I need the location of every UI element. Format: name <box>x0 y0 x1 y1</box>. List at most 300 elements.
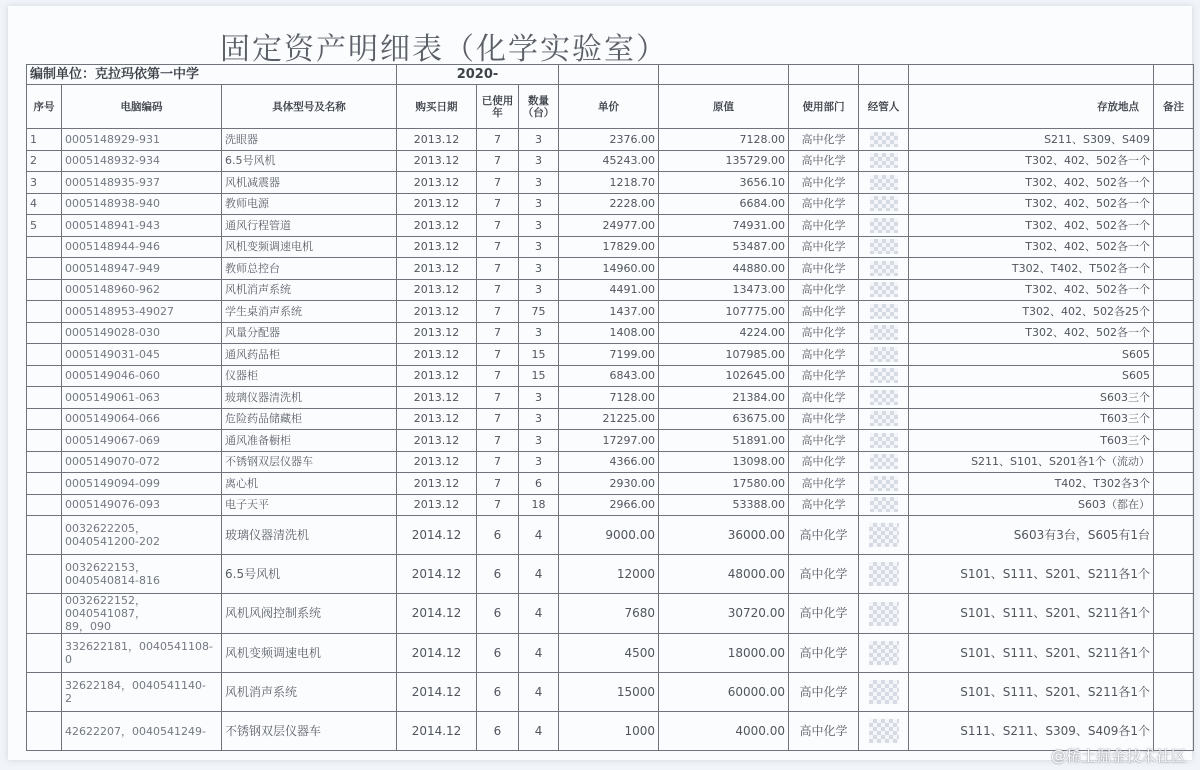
asset-ledger-table <box>26 64 1194 751</box>
cell-unit-price: 2966.00 <box>559 494 659 516</box>
cell-unit-price: 7128.00 <box>559 387 659 409</box>
table-row <box>27 387 1194 409</box>
cell-serial <box>27 258 62 280</box>
cell-custodian <box>859 279 909 301</box>
table-row <box>27 494 1194 516</box>
cell-item-name: 教师电源 <box>222 193 397 215</box>
cell-quantity: 3 <box>519 236 559 258</box>
cell-custodian <box>859 301 909 323</box>
cell-years-used: 7 <box>477 473 519 495</box>
cell-original-value: 107775.00 <box>659 301 789 323</box>
cell-years-used: 7 <box>477 215 519 237</box>
cell-custodian <box>859 322 909 344</box>
header-years-used: 已使用年 <box>477 85 519 129</box>
cell-department: 高中化学 <box>789 634 859 673</box>
cell-years-used: 7 <box>477 129 519 151</box>
cell-unit-price: 2228.00 <box>559 193 659 215</box>
cell-location: S101、S111、S201、S211各1个 <box>909 594 1154 634</box>
cell-serial <box>27 408 62 430</box>
cell-quantity: 3 <box>519 258 559 280</box>
header-location: 存放地点 <box>909 85 1154 129</box>
cell-quantity: 3 <box>519 193 559 215</box>
cell-item-name: 教师总控台 <box>222 258 397 280</box>
cell-department: 高中化学 <box>789 193 859 215</box>
cell-location: S101、S111、S201、S211各1个 <box>909 673 1154 712</box>
cell-serial: 1 <box>27 129 62 151</box>
cell-location: S101、S111、S201、S211各1个 <box>909 634 1154 673</box>
cell-department: 高中化学 <box>789 236 859 258</box>
cell-original-value: 60000.00 <box>659 673 789 712</box>
header-unit-price: 单价 <box>559 85 659 129</box>
cell-original-value: 17580.00 <box>659 473 789 495</box>
cell-years-used: 6 <box>477 712 519 751</box>
empty-cell <box>1154 65 1194 85</box>
cell-years-used: 6 <box>477 516 519 555</box>
empty-cell <box>659 65 789 85</box>
cell-purchase-date: 2013.12 <box>397 193 477 215</box>
empty-cell <box>559 65 659 85</box>
unit-row <box>27 65 1194 85</box>
cell-years-used: 7 <box>477 344 519 366</box>
cell-remark <box>1154 215 1194 237</box>
cell-department: 高中化学 <box>789 258 859 280</box>
cell-unit-price: 7199.00 <box>559 344 659 366</box>
cell-original-value: 36000.00 <box>659 516 789 555</box>
cell-department: 高中化学 <box>789 279 859 301</box>
table-row <box>27 555 1194 594</box>
cell-custodian <box>859 430 909 452</box>
cell-remark <box>1154 473 1194 495</box>
cell-purchase-date: 2014.12 <box>397 555 477 594</box>
cell-serial: 4 <box>27 193 62 215</box>
cell-department: 高中化学 <box>789 494 859 516</box>
document-sheet <box>8 6 1192 760</box>
cell-item-name: 离心机 <box>222 473 397 495</box>
cell-original-value: 44880.00 <box>659 258 789 280</box>
table-row <box>27 365 1194 387</box>
cell-purchase-date: 2014.12 <box>397 712 477 751</box>
cell-serial <box>27 516 62 555</box>
cell-asset-code: 332622181，0040541108- 0 <box>62 634 222 673</box>
cell-custodian <box>859 451 909 473</box>
cell-department: 高中化学 <box>789 301 859 323</box>
table-row <box>27 172 1194 194</box>
cell-asset-code: 0005149067-069 <box>62 430 222 452</box>
cell-years-used: 6 <box>477 634 519 673</box>
cell-original-value: 4000.00 <box>659 712 789 751</box>
empty-cell <box>859 65 909 85</box>
header-original-value: 原值 <box>659 85 789 129</box>
cell-unit-price: 4366.00 <box>559 451 659 473</box>
cell-original-value: 3656.10 <box>659 172 789 194</box>
table-row <box>27 236 1194 258</box>
cell-remark <box>1154 634 1194 673</box>
cell-remark <box>1154 279 1194 301</box>
header-remark: 备注 <box>1154 85 1194 129</box>
cell-department: 高中化学 <box>789 215 859 237</box>
cell-years-used: 7 <box>477 408 519 430</box>
cell-serial <box>27 594 62 634</box>
cell-asset-code: 0005149064-066 <box>62 408 222 430</box>
cell-asset-code: 0005148941-943 <box>62 215 222 237</box>
cell-purchase-date: 2013.12 <box>397 387 477 409</box>
cell-unit-price: 2376.00 <box>559 129 659 151</box>
cell-quantity: 6 <box>519 473 559 495</box>
cell-years-used: 7 <box>477 365 519 387</box>
cell-location: S211、S101、S201各1个（流动） <box>909 451 1154 473</box>
cell-purchase-date: 2013.12 <box>397 172 477 194</box>
cell-asset-code: 0005148944-946 <box>62 236 222 258</box>
table-row <box>27 279 1194 301</box>
cell-department: 高中化学 <box>789 430 859 452</box>
table-row <box>27 322 1194 344</box>
header-item-name: 具体型号及名称 <box>222 85 397 129</box>
cell-location: S211、S309、S409 <box>909 129 1154 151</box>
table-row <box>27 451 1194 473</box>
redacted-name-block <box>870 282 898 297</box>
cell-custodian <box>859 236 909 258</box>
cell-original-value: 102645.00 <box>659 365 789 387</box>
cell-location: T302、402、502各一个 <box>909 279 1154 301</box>
cell-department: 高中化学 <box>789 408 859 430</box>
cell-location: T302、T402、T502各一个 <box>909 258 1154 280</box>
cell-department: 高中化学 <box>789 365 859 387</box>
redacted-name-block <box>869 602 899 626</box>
cell-serial: 3 <box>27 172 62 194</box>
cell-quantity: 3 <box>519 408 559 430</box>
cell-purchase-date: 2013.12 <box>397 258 477 280</box>
redacted-name-block <box>870 261 898 276</box>
cell-quantity: 3 <box>519 172 559 194</box>
header-purchase-date: 购买日期 <box>397 85 477 129</box>
cell-unit-price: 12000 <box>559 555 659 594</box>
cell-asset-code: 0005149028-030 <box>62 322 222 344</box>
cell-remark <box>1154 172 1194 194</box>
table-row <box>27 516 1194 555</box>
cell-asset-code: 0005149046-060 <box>62 365 222 387</box>
table-row <box>27 344 1194 366</box>
cell-purchase-date: 2013.12 <box>397 322 477 344</box>
table-row <box>27 634 1194 673</box>
cell-serial <box>27 387 62 409</box>
cell-purchase-date: 2013.12 <box>397 365 477 387</box>
cell-department: 高中化学 <box>789 555 859 594</box>
cell-serial <box>27 236 62 258</box>
cell-asset-code: 0032622152，0040541087， 89，090 <box>62 594 222 634</box>
cell-unit-price: 4500 <box>559 634 659 673</box>
redacted-name-block <box>870 390 898 405</box>
cell-serial <box>27 301 62 323</box>
cell-custodian <box>859 712 909 751</box>
cell-unit-price: 9000.00 <box>559 516 659 555</box>
compiling-unit-label: 编制单位：克拉玛依第一中学 <box>27 65 397 85</box>
cell-remark <box>1154 408 1194 430</box>
redacted-name-block <box>870 175 898 190</box>
cell-location: S603（都在） <box>909 494 1154 516</box>
redacted-name-block <box>870 433 898 448</box>
cell-years-used: 7 <box>477 322 519 344</box>
cell-purchase-date: 2013.12 <box>397 215 477 237</box>
cell-remark <box>1154 150 1194 172</box>
cell-original-value: 7128.00 <box>659 129 789 151</box>
cell-unit-price: 1218.70 <box>559 172 659 194</box>
empty-cell <box>909 65 1154 85</box>
cell-custodian <box>859 150 909 172</box>
page-title: 固定资产明细表（化学实验室） <box>220 32 668 67</box>
cell-asset-code: 0005149094-099 <box>62 473 222 495</box>
cell-item-name: 风机消声系统 <box>222 673 397 712</box>
cell-years-used: 7 <box>477 279 519 301</box>
cell-original-value: 53388.00 <box>659 494 789 516</box>
cell-purchase-date: 2013.12 <box>397 279 477 301</box>
cell-department: 高中化学 <box>789 473 859 495</box>
cell-serial <box>27 279 62 301</box>
cell-item-name: 通风行程管道 <box>222 215 397 237</box>
cell-item-name: 风机减震器 <box>222 172 397 194</box>
cell-location: S603有3台，S605有1台 <box>909 516 1154 555</box>
cell-quantity: 18 <box>519 494 559 516</box>
redacted-name-block <box>870 476 898 491</box>
cell-serial <box>27 451 62 473</box>
cell-location: S605 <box>909 344 1154 366</box>
cell-location: S605 <box>909 365 1154 387</box>
cell-asset-code: 0032622153， 0040540814-816 <box>62 555 222 594</box>
cell-original-value: 51891.00 <box>659 430 789 452</box>
cell-asset-code: 0005148947-949 <box>62 258 222 280</box>
cell-item-name: 危险药品储藏柜 <box>222 408 397 430</box>
cell-item-name: 通风药品柜 <box>222 344 397 366</box>
cell-original-value: 135729.00 <box>659 150 789 172</box>
cell-original-value: 4224.00 <box>659 322 789 344</box>
cell-unit-price: 4491.00 <box>559 279 659 301</box>
table-row <box>27 408 1194 430</box>
cell-remark <box>1154 451 1194 473</box>
cell-unit-price: 6843.00 <box>559 365 659 387</box>
cell-years-used: 7 <box>477 172 519 194</box>
table-row <box>27 150 1194 172</box>
cell-asset-code: 0005148929-931 <box>62 129 222 151</box>
redacted-name-block <box>870 218 898 233</box>
table-row <box>27 193 1194 215</box>
cell-serial <box>27 673 62 712</box>
cell-remark <box>1154 555 1194 594</box>
cell-quantity: 15 <box>519 365 559 387</box>
cell-purchase-date: 2013.12 <box>397 344 477 366</box>
cell-asset-code: 0005148938-940 <box>62 193 222 215</box>
table-row <box>27 301 1194 323</box>
cell-item-name: 学生桌消声系统 <box>222 301 397 323</box>
redacted-name-block <box>870 347 898 362</box>
cell-department: 高中化学 <box>789 322 859 344</box>
cell-serial <box>27 344 62 366</box>
cell-item-name: 洗眼器 <box>222 129 397 151</box>
cell-original-value: 13098.00 <box>659 451 789 473</box>
cell-original-value: 48000.00 <box>659 555 789 594</box>
cell-department: 高中化学 <box>789 516 859 555</box>
redacted-name-block <box>870 196 898 211</box>
cell-remark <box>1154 494 1194 516</box>
empty-cell <box>789 65 859 85</box>
cell-department: 高中化学 <box>789 172 859 194</box>
cell-original-value: 6684.00 <box>659 193 789 215</box>
cell-purchase-date: 2013.12 <box>397 451 477 473</box>
cell-location: T302、402、502各一个 <box>909 322 1154 344</box>
header-asset-code: 电脑编码 <box>62 85 222 129</box>
cell-item-name: 玻璃仪器清洗机 <box>222 387 397 409</box>
cell-department: 高中化学 <box>789 129 859 151</box>
cell-item-name: 风机消声系统 <box>222 279 397 301</box>
cell-original-value: 74931.00 <box>659 215 789 237</box>
cell-serial <box>27 634 62 673</box>
redacted-name-block <box>869 719 899 743</box>
cell-custodian <box>859 634 909 673</box>
cell-remark <box>1154 258 1194 280</box>
cell-remark <box>1154 430 1194 452</box>
cell-quantity: 3 <box>519 430 559 452</box>
cell-item-name: 电子天平 <box>222 494 397 516</box>
redacted-name-block <box>870 497 898 512</box>
cell-serial <box>27 494 62 516</box>
cell-original-value: 21384.00 <box>659 387 789 409</box>
cell-years-used: 7 <box>477 236 519 258</box>
cell-custodian <box>859 215 909 237</box>
cell-location: S101、S111、S201、S211各1个 <box>909 555 1154 594</box>
cell-item-name: 风量分配器 <box>222 322 397 344</box>
cell-location: T402、T302各3个 <box>909 473 1154 495</box>
cell-unit-price: 7680 <box>559 594 659 634</box>
cell-location: T302、402、502各一个 <box>909 236 1154 258</box>
cell-serial <box>27 322 62 344</box>
redacted-name-block <box>869 523 899 547</box>
redacted-name-block <box>869 641 899 665</box>
cell-unit-price: 1000 <box>559 712 659 751</box>
table-row <box>27 673 1194 712</box>
cell-purchase-date: 2013.12 <box>397 301 477 323</box>
cell-custodian <box>859 344 909 366</box>
cell-unit-price: 17297.00 <box>559 430 659 452</box>
cell-years-used: 6 <box>477 555 519 594</box>
cell-quantity: 75 <box>519 301 559 323</box>
cell-original-value: 13473.00 <box>659 279 789 301</box>
cell-remark <box>1154 516 1194 555</box>
cell-quantity: 3 <box>519 322 559 344</box>
redacted-name-block <box>870 132 898 147</box>
cell-purchase-date: 2013.12 <box>397 129 477 151</box>
cell-asset-code: 0005148935-937 <box>62 172 222 194</box>
cell-purchase-date: 2013.12 <box>397 408 477 430</box>
cell-quantity: 3 <box>519 451 559 473</box>
cell-purchase-date: 2014.12 <box>397 594 477 634</box>
cell-quantity: 4 <box>519 516 559 555</box>
redacted-name-block <box>869 562 899 586</box>
table-row <box>27 215 1194 237</box>
cell-item-name: 玻璃仪器清洗机 <box>222 516 397 555</box>
cell-unit-price: 21225.00 <box>559 408 659 430</box>
cell-department: 高中化学 <box>789 451 859 473</box>
redacted-name-block <box>870 304 898 319</box>
cell-location: T603三个 <box>909 408 1154 430</box>
cell-remark <box>1154 322 1194 344</box>
cell-item-name: 风机变频调速电机 <box>222 634 397 673</box>
cell-asset-code: 42622207，0040541249- <box>62 712 222 751</box>
cell-location: T603三个 <box>909 430 1154 452</box>
cell-item-name: 不锈钢双层仪器车 <box>222 712 397 751</box>
redacted-name-block <box>870 368 898 383</box>
cell-remark <box>1154 193 1194 215</box>
cell-unit-price: 1408.00 <box>559 322 659 344</box>
cell-years-used: 7 <box>477 494 519 516</box>
cell-department: 高中化学 <box>789 712 859 751</box>
cell-quantity: 4 <box>519 594 559 634</box>
cell-location: T302、402、502各一个 <box>909 172 1154 194</box>
cell-department: 高中化学 <box>789 594 859 634</box>
cell-unit-price: 2930.00 <box>559 473 659 495</box>
cell-asset-code: 0005148932-934 <box>62 150 222 172</box>
cell-quantity: 4 <box>519 673 559 712</box>
cell-custodian <box>859 365 909 387</box>
cell-unit-price: 17829.00 <box>559 236 659 258</box>
cell-purchase-date: 2013.12 <box>397 430 477 452</box>
cell-asset-code: 0005149070-072 <box>62 451 222 473</box>
cell-purchase-date: 2013.12 <box>397 494 477 516</box>
cell-original-value: 30720.00 <box>659 594 789 634</box>
table-row <box>27 473 1194 495</box>
table-row <box>27 430 1194 452</box>
header-serial: 序号 <box>27 85 62 129</box>
header-quantity: 数量（台） <box>519 85 559 129</box>
cell-serial <box>27 712 62 751</box>
cell-purchase-date: 2014.12 <box>397 673 477 712</box>
table-row <box>27 258 1194 280</box>
cell-serial <box>27 473 62 495</box>
cell-remark <box>1154 344 1194 366</box>
redacted-name-block <box>870 325 898 340</box>
cell-department: 高中化学 <box>789 673 859 712</box>
cell-remark <box>1154 365 1194 387</box>
cell-serial <box>27 430 62 452</box>
column-header-row <box>27 85 1194 129</box>
cell-quantity: 3 <box>519 387 559 409</box>
cell-unit-price: 14960.00 <box>559 258 659 280</box>
watermark: @稀土掘金技术社区 <box>1050 747 1186 765</box>
cell-quantity: 4 <box>519 712 559 751</box>
cell-quantity: 3 <box>519 150 559 172</box>
cell-item-name: 6.5号风机 <box>222 555 397 594</box>
redacted-name-block <box>869 680 899 704</box>
cell-original-value: 107985.00 <box>659 344 789 366</box>
cell-location: T302、402、502各一个 <box>909 150 1154 172</box>
cell-serial: 2 <box>27 150 62 172</box>
cell-remark <box>1154 301 1194 323</box>
header-custodian: 经管人 <box>859 85 909 129</box>
cell-asset-code: 0005149031-045 <box>62 344 222 366</box>
cell-item-name: 6.5号风机 <box>222 150 397 172</box>
cell-years-used: 6 <box>477 673 519 712</box>
cell-remark <box>1154 236 1194 258</box>
cell-department: 高中化学 <box>789 387 859 409</box>
redacted-name-block <box>870 153 898 168</box>
cell-serial <box>27 365 62 387</box>
cell-original-value: 63675.00 <box>659 408 789 430</box>
table-row <box>27 712 1194 751</box>
cell-custodian <box>859 408 909 430</box>
cell-remark <box>1154 387 1194 409</box>
cell-quantity: 3 <box>519 215 559 237</box>
cell-remark <box>1154 594 1194 634</box>
cell-purchase-date: 2013.12 <box>397 150 477 172</box>
redacted-name-block <box>870 411 898 426</box>
cell-asset-code: 0005149076-093 <box>62 494 222 516</box>
